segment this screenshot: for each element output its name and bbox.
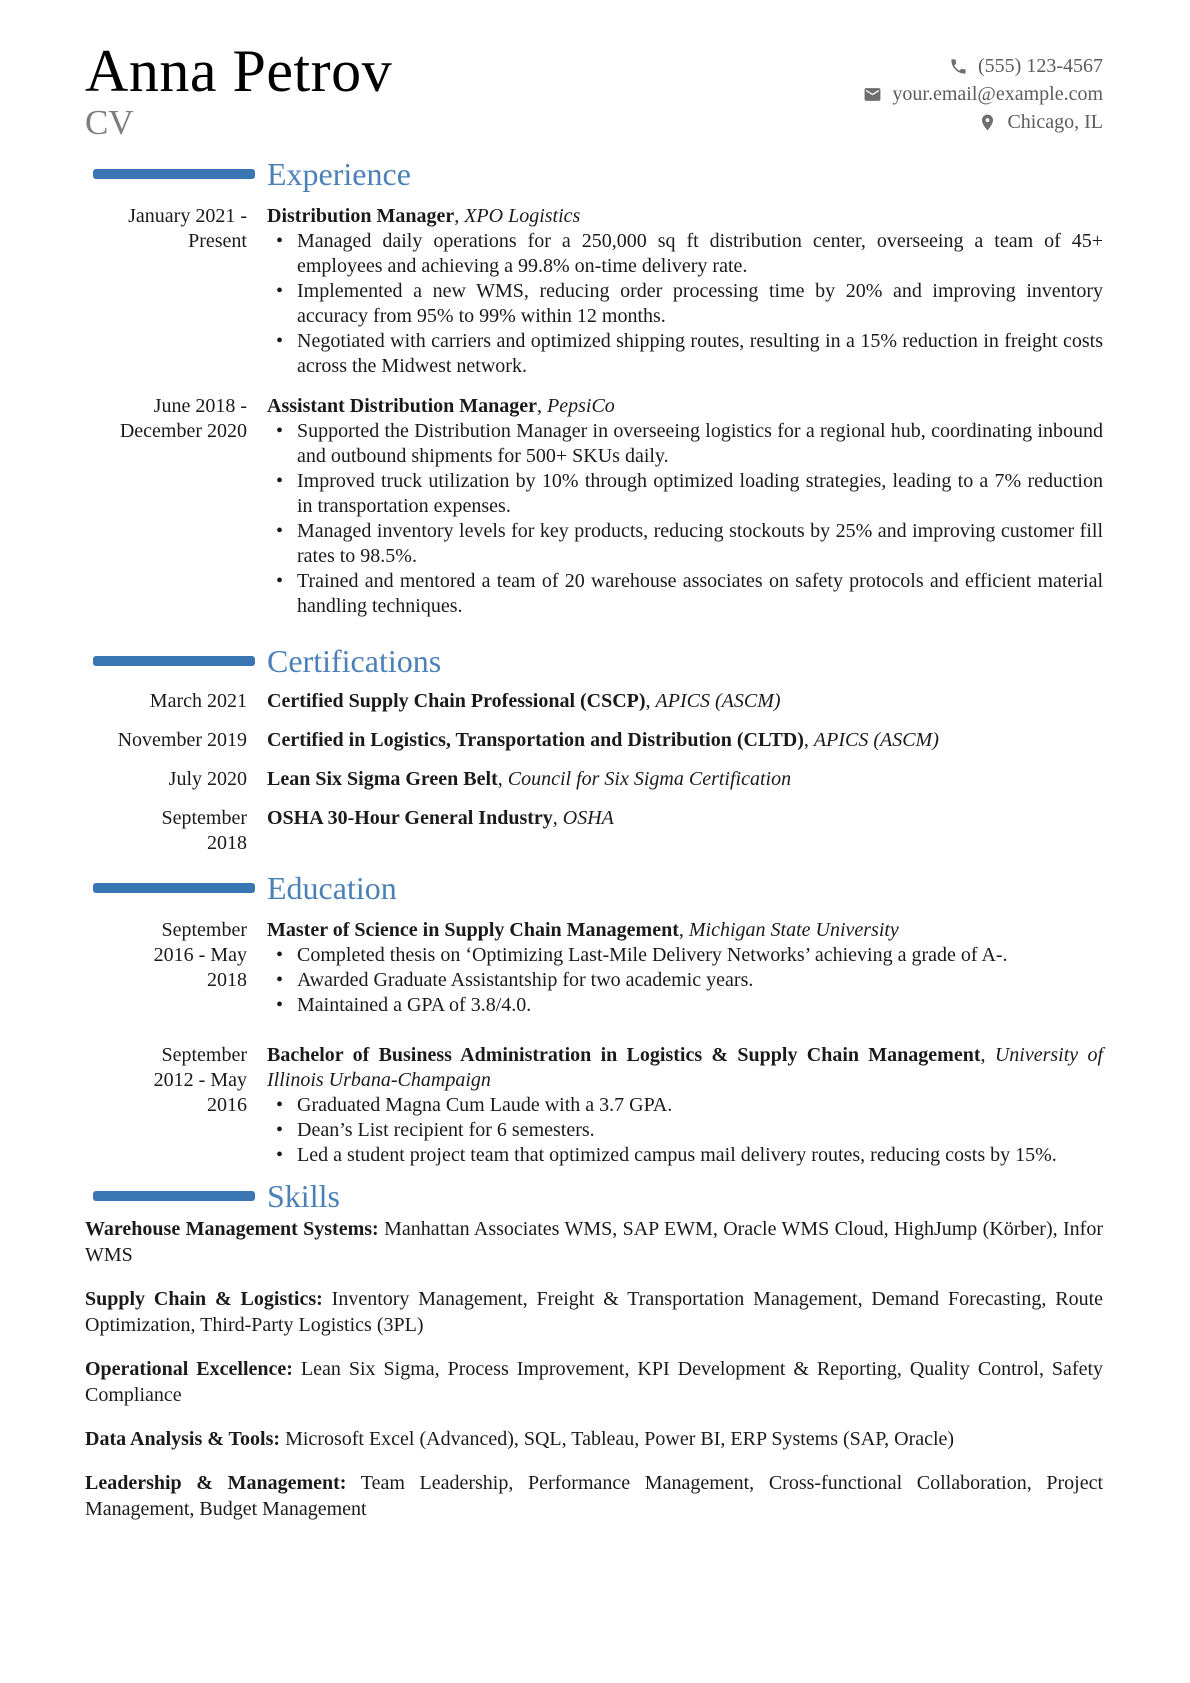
separator: , — [537, 395, 548, 417]
certification-issuer: Council for Six Sigma Certification — [507, 768, 792, 790]
bullet-item: • Improved truck utilization by 10% through optimized loading strategies, leading to a 7% reduction in transportation expenses. — [267, 469, 1103, 519]
bullet-list — [267, 419, 1103, 619]
entry-dates — [85, 1043, 247, 1168]
entry-dates — [85, 767, 247, 792]
section-heading-experience — [85, 156, 1103, 192]
separator: , — [803, 729, 814, 751]
location-icon — [978, 113, 997, 132]
bullet-item: • Maintained a GPA of 3.8/4.0. — [267, 993, 1103, 1018]
certification-issuer: OSHA — [562, 807, 614, 829]
section-title-education: Education — [267, 870, 397, 906]
header — [85, 40, 1103, 142]
bullet-item: • Trained and mentored a team of 20 warehouse associates on safety protocols and efficient material handling techniques. — [267, 569, 1103, 619]
bullet-item: • Negotiated with carriers and optimized shipping routes, resulting in a 15% reduction in freight costs across the Midwest network. — [267, 329, 1103, 379]
skill-list: Team Leadership, Performance Management, Cross-functional Collaboration, Project Management, Budget Management — [85, 1472, 1104, 1520]
section-bar — [93, 883, 255, 893]
bullet-item: • Managed daily operations for a 250,000 sq ft distribution center, overseeing a team of 45+ employees and achieving a 99.8% on-time delivery rate. — [267, 229, 1103, 279]
skills-group — [85, 1216, 1103, 1268]
company-name: XPO Logistics — [464, 205, 581, 227]
separator: , — [645, 690, 656, 712]
skill-list: Inventory Management, Freight & Transportation Management, Demand Forecasting, Route Optimization, Third-Party Logistics (3PL) — [85, 1288, 1104, 1336]
certification-name: Lean Six Sigma Green Belt — [267, 768, 498, 790]
bullet-item: • Led a student project team that optimized campus mail delivery routes, reducing costs by 15%. — [267, 1143, 1103, 1168]
contact-phone — [863, 52, 1103, 80]
contact-email — [863, 80, 1103, 108]
date-line: July 2020 — [168, 768, 247, 790]
date-line: September — [161, 807, 247, 829]
bullet-item: • Dean’s List recipient for 6 semesters. — [267, 1118, 1103, 1143]
school-name: Michigan State University — [688, 919, 899, 941]
date-line: 2018 — [207, 969, 247, 991]
date-line: November 2019 — [117, 729, 247, 751]
certification-issuer: APICS (ASCM) — [655, 690, 781, 712]
section-title-certifications: Certifications — [267, 643, 442, 679]
job-title: Distribution Manager — [267, 205, 455, 227]
entry-dates — [85, 918, 247, 1018]
date-line: Present — [188, 230, 247, 252]
job-title: Assistant Distribution Manager — [267, 395, 538, 417]
certification-name: Certified Supply Chain Professional (CSCP) — [267, 690, 646, 712]
email-address: your.email@example.com — [892, 82, 1103, 105]
separator: , — [980, 1044, 995, 1066]
separator: , — [454, 205, 465, 227]
entry-content — [267, 806, 1103, 856]
bullet-list — [267, 943, 1103, 1018]
section-bar — [93, 169, 255, 179]
date-line: September — [161, 1044, 247, 1066]
entry-dates — [85, 394, 247, 619]
separator: , — [678, 919, 689, 941]
section-bar — [93, 1191, 255, 1201]
certification-entry — [85, 806, 1103, 856]
degree-title: Bachelor of Business Administration in Logistics & Supply Chain Management — [267, 1044, 981, 1066]
company-name: PepsiCo — [547, 395, 615, 417]
cv-subtitle: CV — [85, 103, 134, 142]
skills-group — [85, 1470, 1103, 1522]
date-line: June 2018 - — [153, 395, 247, 417]
separator: , — [552, 807, 563, 829]
skill-list: Lean Six Sigma, Process Improvement, KPI Development & Reporting, Quality Control, Safety Compliance — [85, 1358, 1104, 1406]
experience-entry — [85, 394, 1103, 619]
section-title-experience: Experience — [267, 156, 411, 192]
role-line — [267, 394, 1103, 419]
bullet-item: • Completed thesis on ‘Optimizing Last-Mile Delivery Networks’ achieving a grade of A-. — [267, 943, 1103, 968]
contact-location — [863, 108, 1103, 136]
identity-block — [85, 40, 392, 142]
date-line: 2016 - May — [153, 944, 247, 966]
entry-content — [267, 689, 1103, 714]
degree-line — [267, 1043, 1103, 1093]
section-heading-education — [85, 870, 1103, 906]
entry-dates — [85, 204, 247, 379]
certification-entry — [85, 728, 1103, 753]
entry-content — [267, 204, 1103, 379]
skill-list: Microsoft Excel (Advanced), SQL, Tableau, Power BI, ERP Systems (SAP, Oracle) — [285, 1428, 955, 1450]
skills-group — [85, 1426, 1103, 1452]
bullet-item: • Graduated Magna Cum Laude with a 3.7 GPA. — [267, 1093, 1103, 1118]
skill-category-label: Data Analysis & Tools: — [85, 1428, 281, 1450]
degree-title: Master of Science in Supply Chain Management — [267, 919, 679, 941]
separator: , — [497, 768, 508, 790]
contact-block — [863, 52, 1103, 136]
location-text: Chicago, IL — [1007, 110, 1103, 133]
date-line: 2018 — [207, 832, 247, 854]
entry-content — [267, 918, 1103, 1018]
bullet-list — [267, 1093, 1103, 1168]
education-entry — [85, 1043, 1103, 1168]
bullet-item: • Implemented a new WMS, reducing order processing time by 20% and improving inventory accuracy from 95% to 99% within 12 months. — [267, 279, 1103, 329]
phone-icon — [949, 57, 968, 76]
entry-dates — [85, 689, 247, 714]
entry-content — [267, 767, 1103, 792]
section-heading-skills — [85, 1178, 1103, 1214]
bullet-item: • Awarded Graduate Assistantship for two academic years. — [267, 968, 1103, 993]
date-line: September — [161, 919, 247, 941]
email-icon — [863, 85, 882, 104]
certification-name: OSHA 30-Hour General Industry — [267, 807, 553, 829]
skills-group — [85, 1286, 1103, 1338]
bullet-item: • Managed inventory levels for key products, reducing stockouts by 25% and improving customer fill rates to 98.5%. — [267, 519, 1103, 569]
education-entry — [85, 918, 1103, 1018]
entry-content — [267, 394, 1103, 619]
section-heading-certifications — [85, 643, 1103, 679]
skill-category-label: Warehouse Management Systems: — [85, 1218, 379, 1240]
date-line: December 2020 — [119, 420, 247, 442]
phone-number: (555) 123-4567 — [978, 54, 1103, 77]
entry-content — [267, 728, 1103, 753]
skill-category-label: Leadership & Management: — [85, 1472, 347, 1494]
skills-block — [85, 1216, 1103, 1522]
school-name: University of Illinois Urbana-Champaign — [267, 1044, 1104, 1091]
certification-entry — [85, 689, 1103, 714]
page-title: Anna Petrov — [85, 38, 393, 104]
degree-line — [267, 918, 1103, 943]
date-line: 2016 — [207, 1094, 247, 1116]
date-line: March 2021 — [149, 690, 247, 712]
bullet-list — [267, 229, 1103, 379]
certification-name: Certified in Logistics, Transportation and Distribution (CLTD) — [267, 729, 804, 751]
skill-list: Manhattan Associates WMS, SAP EWM, Oracle WMS Cloud, HighJump (Körber), Infor WMS — [85, 1218, 1103, 1266]
date-line: January 2021 - — [128, 205, 247, 227]
section-bar — [93, 656, 255, 666]
certification-entry — [85, 767, 1103, 792]
skill-category-label: Operational Excellence: — [85, 1358, 293, 1380]
skill-category-label: Supply Chain & Logistics: — [85, 1288, 323, 1310]
experience-entry — [85, 204, 1103, 379]
date-line: 2012 - May — [153, 1069, 247, 1091]
entry-content — [267, 1043, 1103, 1168]
entry-dates — [85, 728, 247, 753]
section-title-skills: Skills — [267, 1178, 340, 1214]
skills-group — [85, 1356, 1103, 1408]
certification-issuer: APICS (ASCM) — [813, 729, 939, 751]
bullet-item: • Supported the Distribution Manager in overseeing logistics for a regional hub, coordinating inbound and outbound shipments for 500+ SKUs daily. — [267, 419, 1103, 469]
role-line — [267, 204, 1103, 229]
entry-dates — [85, 806, 247, 856]
